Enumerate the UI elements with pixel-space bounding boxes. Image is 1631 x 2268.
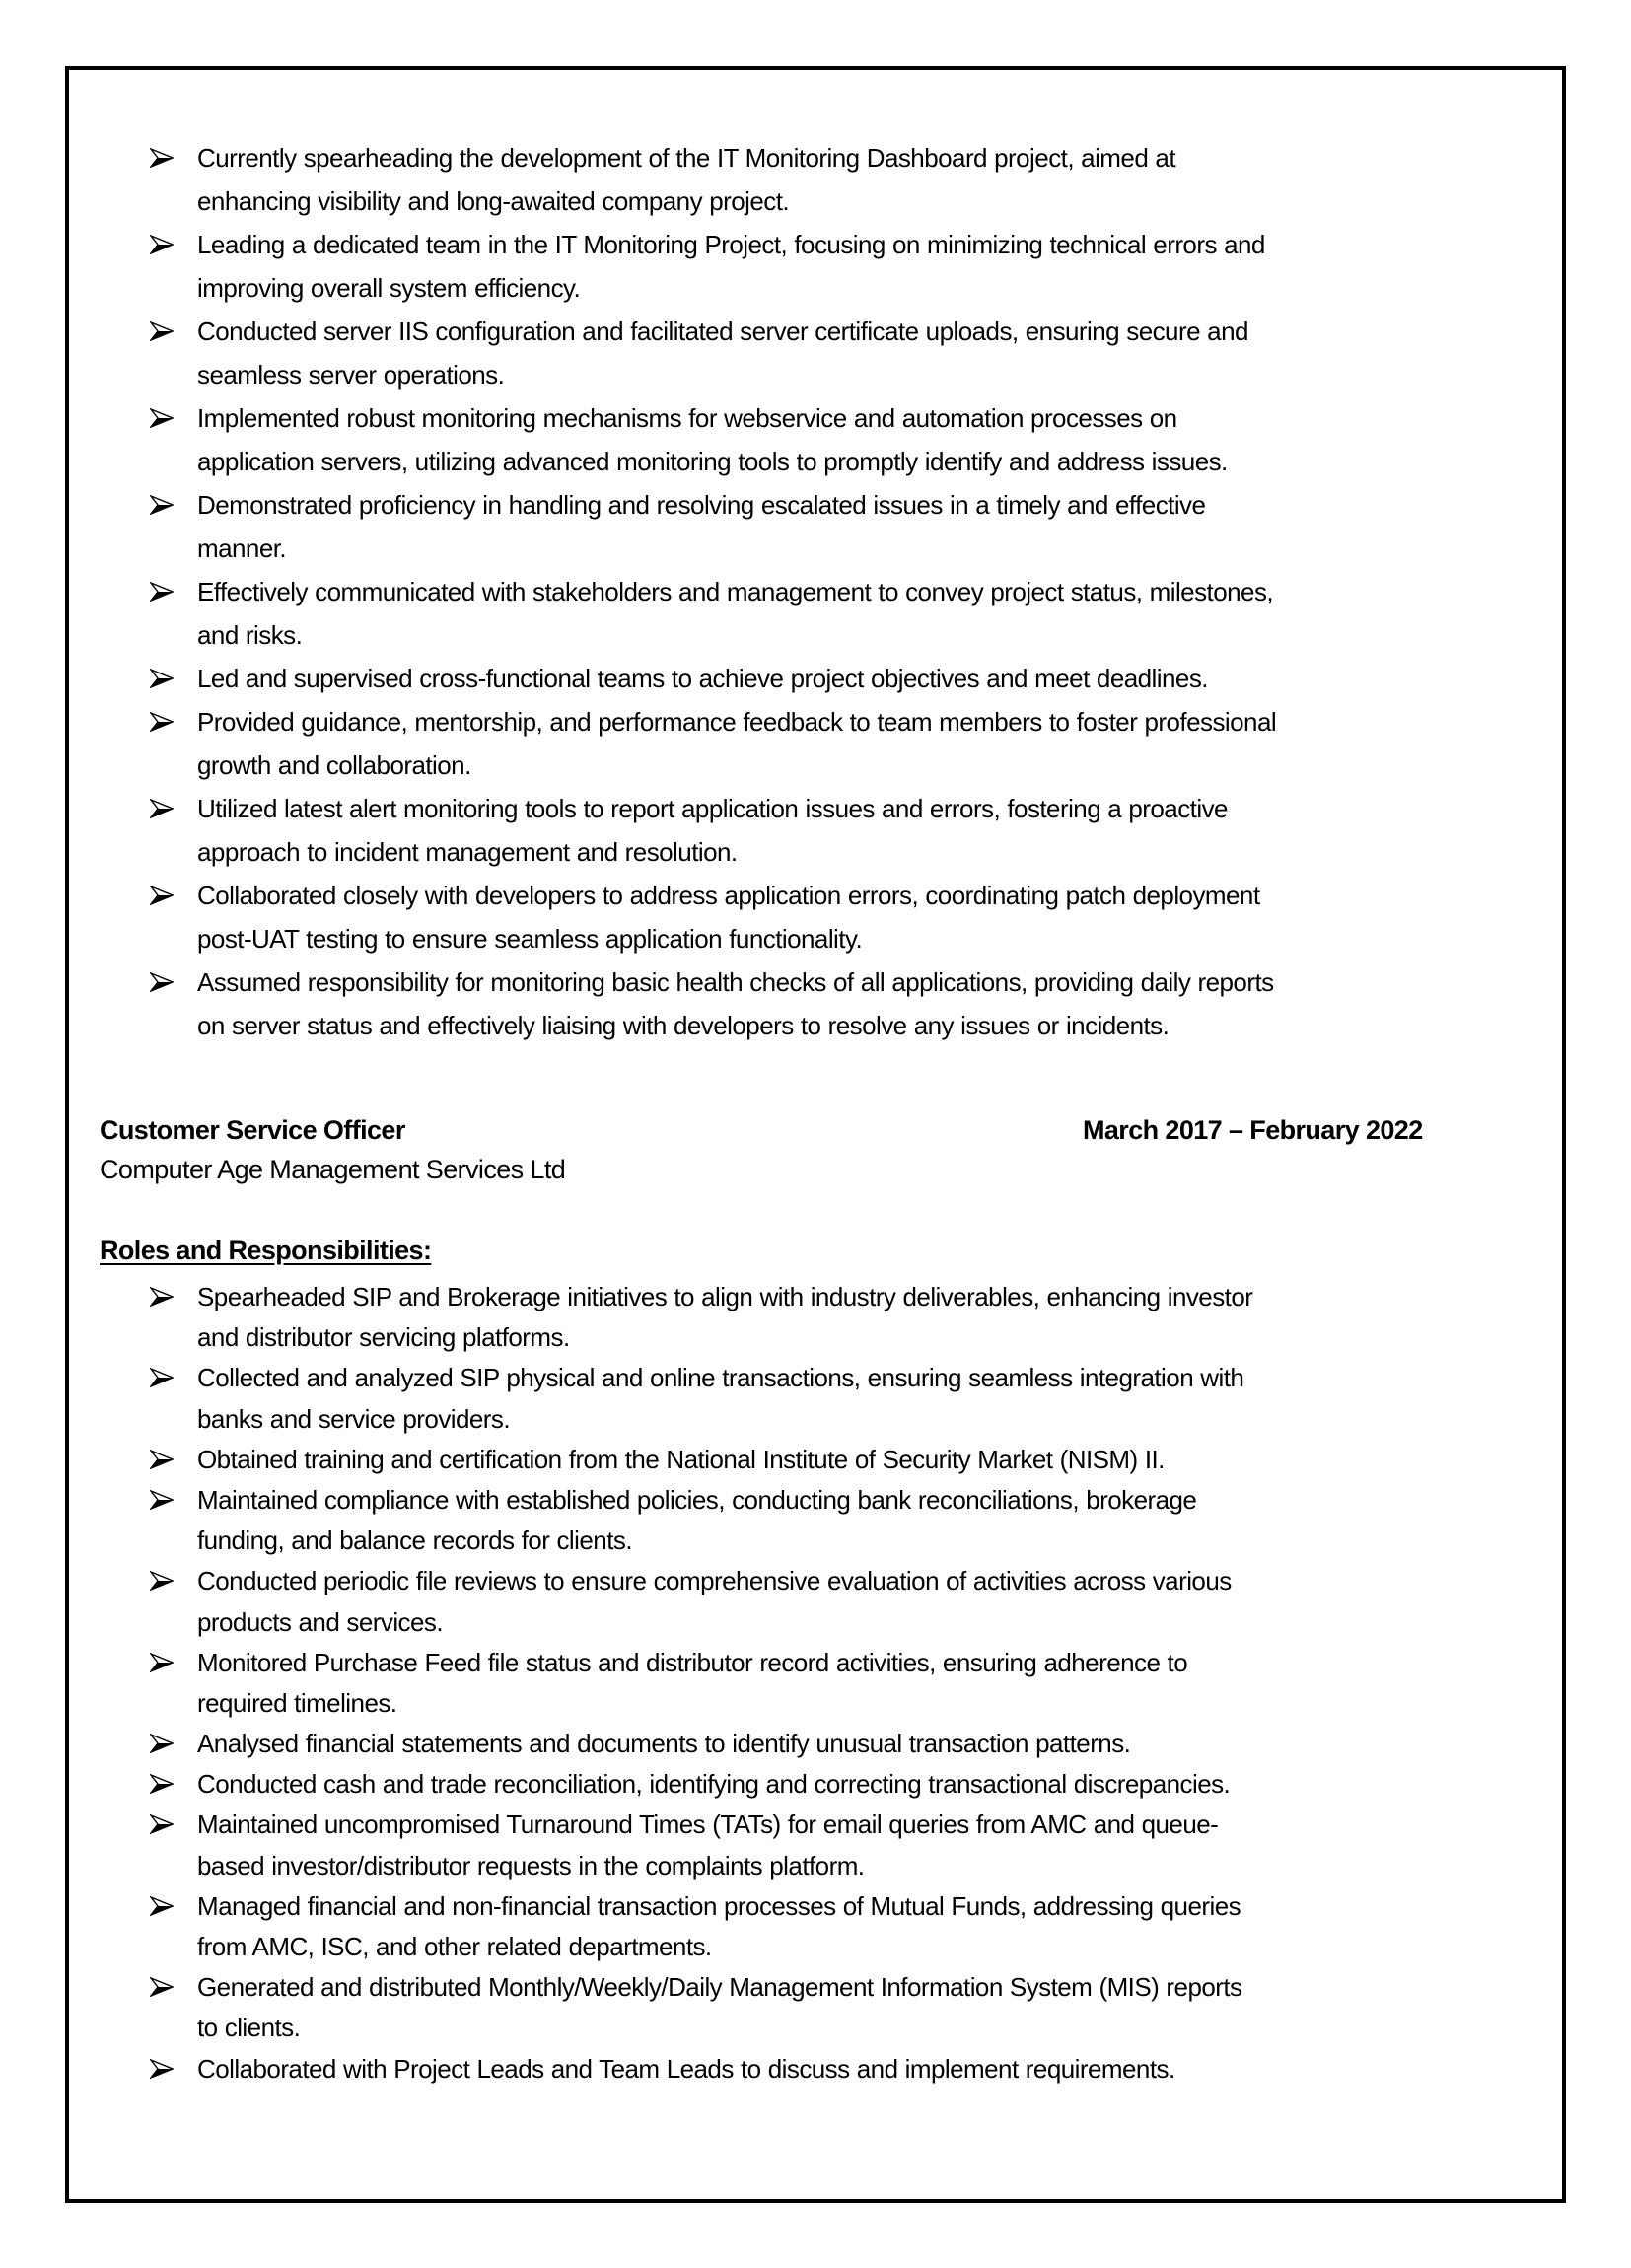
- company-name: Computer Age Management Services Ltd: [100, 1155, 566, 1184]
- list-item: [0, 1805, 1631, 1885]
- list-item: [0, 1358, 1631, 1439]
- bullet-text-line: Leading a dedicated team in the IT Monitoring Project, focusing on minimizing technical errors and: [197, 230, 1265, 259]
- bullet-text-line: approach to incident management and resolution.: [197, 837, 738, 867]
- bullet-text-line: Obtained training and certification from the National Institute of Security Market (NISM) II.: [197, 1444, 1165, 1474]
- arrowhead-bullet-icon: [150, 1734, 174, 1753]
- bullet-text-line: application servers, utilizing advanced monitoring tools to promptly identify and address issues.: [197, 447, 1228, 476]
- bullet-text-line: Conducted cash and trade reconciliation, identifying and correcting transactional discrepancies.: [197, 1769, 1231, 1800]
- bullet-text-line: improving overall system efficiency.: [197, 273, 581, 303]
- bullet-text-line: manner.: [197, 533, 287, 563]
- bullet-text-line: Led and supervised cross-functional teams to achieve project objectives and meet deadlines.: [197, 664, 1208, 693]
- arrowhead-bullet-icon: [150, 712, 174, 732]
- bullet-text-line: Monitored Purchase Feed file status and distributor record activities, ensuring adherence to: [197, 1647, 1188, 1677]
- bullet-text-line: Demonstrated proficiency in handling and resolving escalated issues in a timely and effective: [197, 490, 1206, 520]
- roles-heading: Roles and Responsibilities:: [100, 1236, 432, 1265]
- job-title: Customer Service Officer: [100, 1115, 405, 1145]
- list-item: [0, 960, 1631, 1047]
- arrowhead-bullet-icon: [150, 1977, 174, 1997]
- list-item: [0, 483, 1631, 570]
- bullet-text-line: Collaborated with Project Leads and Team Leads to discuss and implement requirements.: [197, 2053, 1175, 2084]
- arrowhead-bullet-icon: [150, 669, 174, 688]
- bullet-text-line: required timelines.: [197, 1687, 397, 1718]
- bullet-text-line: Managed financial and non-financial transaction processes of Mutual Funds, addressing queries: [197, 1890, 1241, 1921]
- bullet-text-line: on server status and effectively liaising with developers to resolve any issues or incidents.: [197, 1011, 1170, 1040]
- list-item: [0, 223, 1631, 310]
- arrowhead-bullet-icon: [150, 1814, 174, 1834]
- bullet-text-line: post-UAT testing to ensure seamless application functionality.: [197, 924, 863, 954]
- arrowhead-bullet-icon: [150, 1287, 174, 1307]
- bullet-text-line: Conducted periodic file reviews to ensure comprehensive evaluation of activities across various: [197, 1566, 1232, 1596]
- bullet-text-line: banks and service providers.: [197, 1403, 511, 1434]
- bullet-text-line: products and services.: [197, 1606, 444, 1637]
- list-item: [0, 1561, 1631, 1642]
- bullet-text-line: Effectively communicated with stakeholders and management to convey project status, milestones,: [197, 577, 1274, 606]
- arrowhead-bullet-icon: [150, 408, 174, 428]
- bullet-text-line: Collaborated closely with developers to address application errors, coordinating patch deployment: [197, 881, 1260, 910]
- bullet-text-line: and risks.: [197, 620, 303, 650]
- list-item: [0, 1967, 1631, 2048]
- arrowhead-bullet-icon: [150, 1490, 174, 1510]
- list-item: [0, 787, 1631, 874]
- bullet-text-line: Implemented robust monitoring mechanisms for webservice and automation processes on: [197, 403, 1177, 433]
- arrowhead-bullet-icon: [150, 886, 174, 905]
- bullet-text-line: Provided guidance, mentorship, and performance feedback to team members to foster professional: [197, 707, 1277, 737]
- bullet-text-line: from AMC, ISC, and other related departments.: [197, 1932, 712, 1961]
- list-item: [0, 1277, 1631, 1358]
- arrowhead-bullet-icon: [150, 1571, 174, 1591]
- previous-role-responsibilities: [0, 136, 1631, 1047]
- bullet-text-line: Conducted server IIS configuration and facilitated server certificate uploads, ensuring secure and: [197, 317, 1248, 346]
- list-item: [0, 310, 1631, 396]
- list-item: [0, 1480, 1631, 1561]
- arrowhead-bullet-icon: [150, 582, 174, 602]
- list-item: [0, 1440, 1631, 1480]
- bullet-text-line: Utilized latest alert monitoring tools to report application issues and errors, fostering a proactive: [197, 794, 1228, 823]
- bullet-text-line: growth and collaboration.: [197, 750, 471, 780]
- bullet-text-line: enhancing visibility and long-awaited company project.: [197, 186, 790, 216]
- arrowhead-bullet-icon: [150, 148, 174, 168]
- list-item: [0, 1643, 1631, 1724]
- bullet-text-line: Maintained uncompromised Turnaround Times (TATs) for email queries from AMC and queue-: [197, 1809, 1219, 1840]
- list-item: [0, 1724, 1631, 1764]
- list-item: [0, 1886, 1631, 1967]
- bullet-list: [0, 1277, 1631, 2090]
- bullet-text-line: and distributor servicing platforms.: [197, 1322, 570, 1353]
- bullet-text-line: based investor/distributor requests in the complaints platform.: [197, 1850, 865, 1880]
- arrowhead-bullet-icon: [150, 799, 174, 818]
- bullet-text-line: funding, and balance records for clients.: [197, 1525, 633, 1556]
- bullet-text-line: seamless server operations.: [197, 360, 505, 390]
- list-item: [0, 136, 1631, 223]
- list-item: [0, 396, 1631, 483]
- job-dates: March 2017 – February 2022: [1083, 1115, 1423, 1145]
- job-responsibilities: [0, 1277, 1631, 2090]
- list-item: [0, 657, 1631, 700]
- arrowhead-bullet-icon: [150, 1368, 174, 1387]
- arrowhead-bullet-icon: [150, 235, 174, 254]
- bullet-text-line: Assumed responsibility for monitoring basic health checks of all applications, providing daily reports: [197, 967, 1274, 997]
- bullet-text-line: Spearheaded SIP and Brokerage initiatives to align with industry deliverables, enhancing investor: [197, 1282, 1253, 1311]
- bullet-text-line: Generated and distributed Monthly/Weekly/Daily Management Information System (MIS) reports: [197, 1972, 1242, 2003]
- bullet-text-line: to clients.: [197, 2013, 301, 2043]
- list-item: [0, 874, 1631, 960]
- arrowhead-bullet-icon: [150, 1896, 174, 1916]
- bullet-list: [0, 136, 1631, 1047]
- list-item: [0, 570, 1631, 657]
- arrowhead-bullet-icon: [150, 1450, 174, 1469]
- arrowhead-bullet-icon: [150, 495, 174, 515]
- list-item: [0, 1764, 1631, 1805]
- arrowhead-bullet-icon: [150, 321, 174, 341]
- bullet-text-line: Currently spearheading the development of the IT Monitoring Dashboard project, aimed at: [197, 143, 1175, 173]
- arrowhead-bullet-icon: [150, 972, 174, 992]
- arrowhead-bullet-icon: [150, 1774, 174, 1794]
- bullet-text-line: Maintained compliance with established policies, conducting bank reconciliations, brokerage: [197, 1484, 1197, 1515]
- arrowhead-bullet-icon: [150, 2059, 174, 2079]
- list-item: [0, 700, 1631, 787]
- bullet-text-line: Collected and analyzed SIP physical and online transactions, ensuring seamless integration with: [197, 1363, 1244, 1393]
- bullet-text-line: Analysed financial statements and documents to identify unusual transaction patterns.: [197, 1729, 1131, 1759]
- list-item: [0, 2049, 1631, 2090]
- arrowhead-bullet-icon: [150, 1653, 174, 1672]
